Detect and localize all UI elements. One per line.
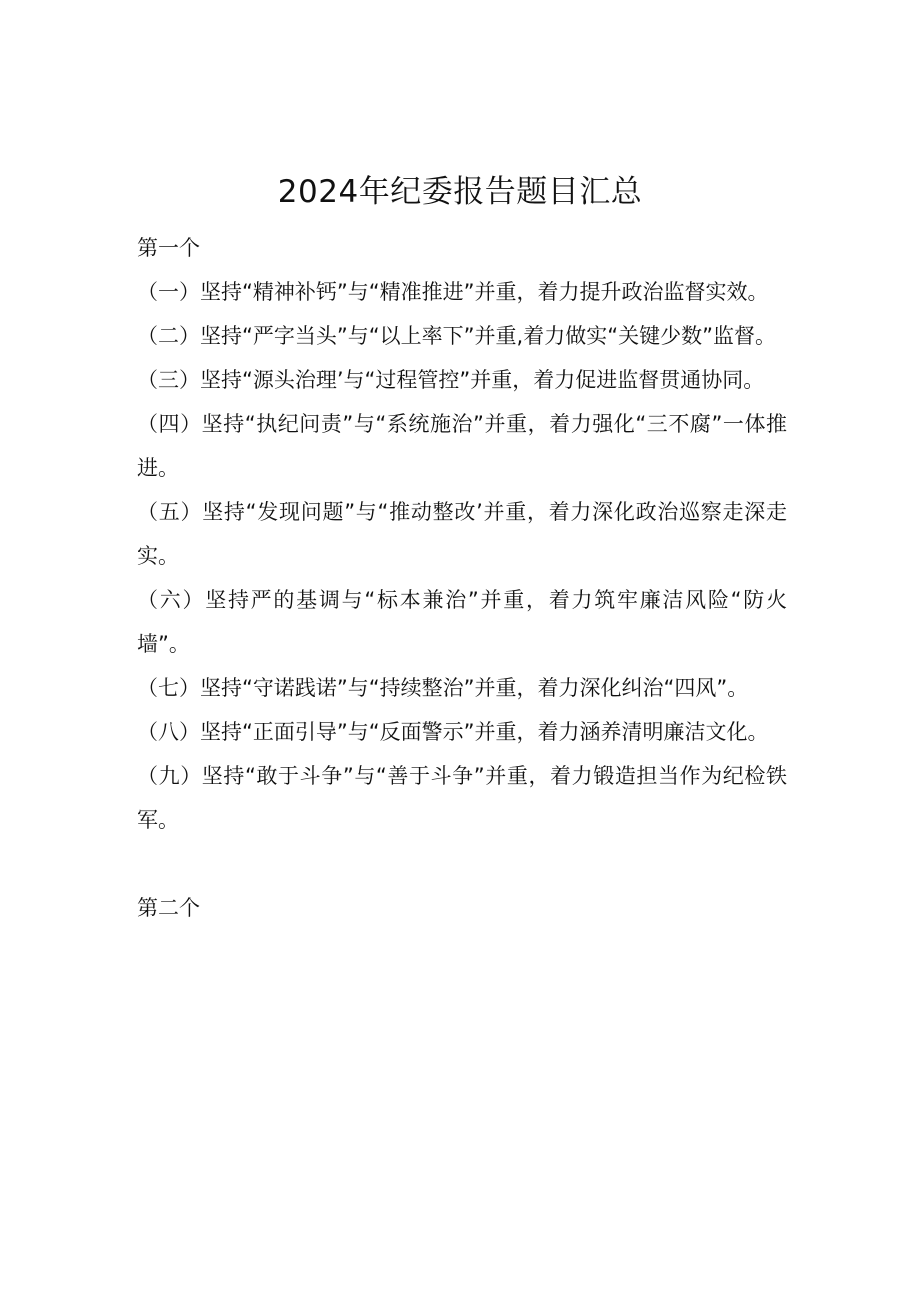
list-item: （九）坚持“敢于斗争”与“善于斗争”并重，着力锻造担当作为纪检铁军。 — [137, 764, 787, 832]
list-item: （二）坚持“严字当头”与“以上率下”并重,着力做实“关键少数”监督。 — [137, 324, 776, 348]
list-item: （四）坚持“执纪问责”与“系统施治”并重，着力强化“三不腐”一体推进。 — [137, 412, 787, 480]
section-heading: 第二个 — [137, 896, 200, 920]
section-two — [137, 886, 787, 930]
list-item: （一）坚持“精神补钙”与“精准推进”并重，着力提升政治监督实效。 — [137, 280, 769, 304]
list-item: （六）坚持严的基调与“标本兼治”并重，着力筑牢廉洁风险“防火墙”。 — [137, 588, 787, 656]
list-item: （三）坚持“源头治理’与“过程管控”并重，着力促进监督贯通协同。 — [137, 368, 765, 392]
section-heading: 第一个 — [137, 236, 200, 260]
list-item: （五）坚持“发现问题”与“推动整改’并重，着力深化政治巡察走深走实。 — [137, 500, 787, 568]
document-title: 2024年纪委报告题目汇总 — [277, 174, 643, 210]
document-body — [137, 226, 787, 930]
section-one — [137, 226, 787, 842]
list-item: （七）坚持“守诺践诺”与“持续整治”并重，着力深化纠治“四风”。 — [137, 676, 749, 700]
list-item: （八）坚持“正面引导”与“反面警示”并重，着力涵养清明廉洁文化。 — [137, 720, 769, 744]
